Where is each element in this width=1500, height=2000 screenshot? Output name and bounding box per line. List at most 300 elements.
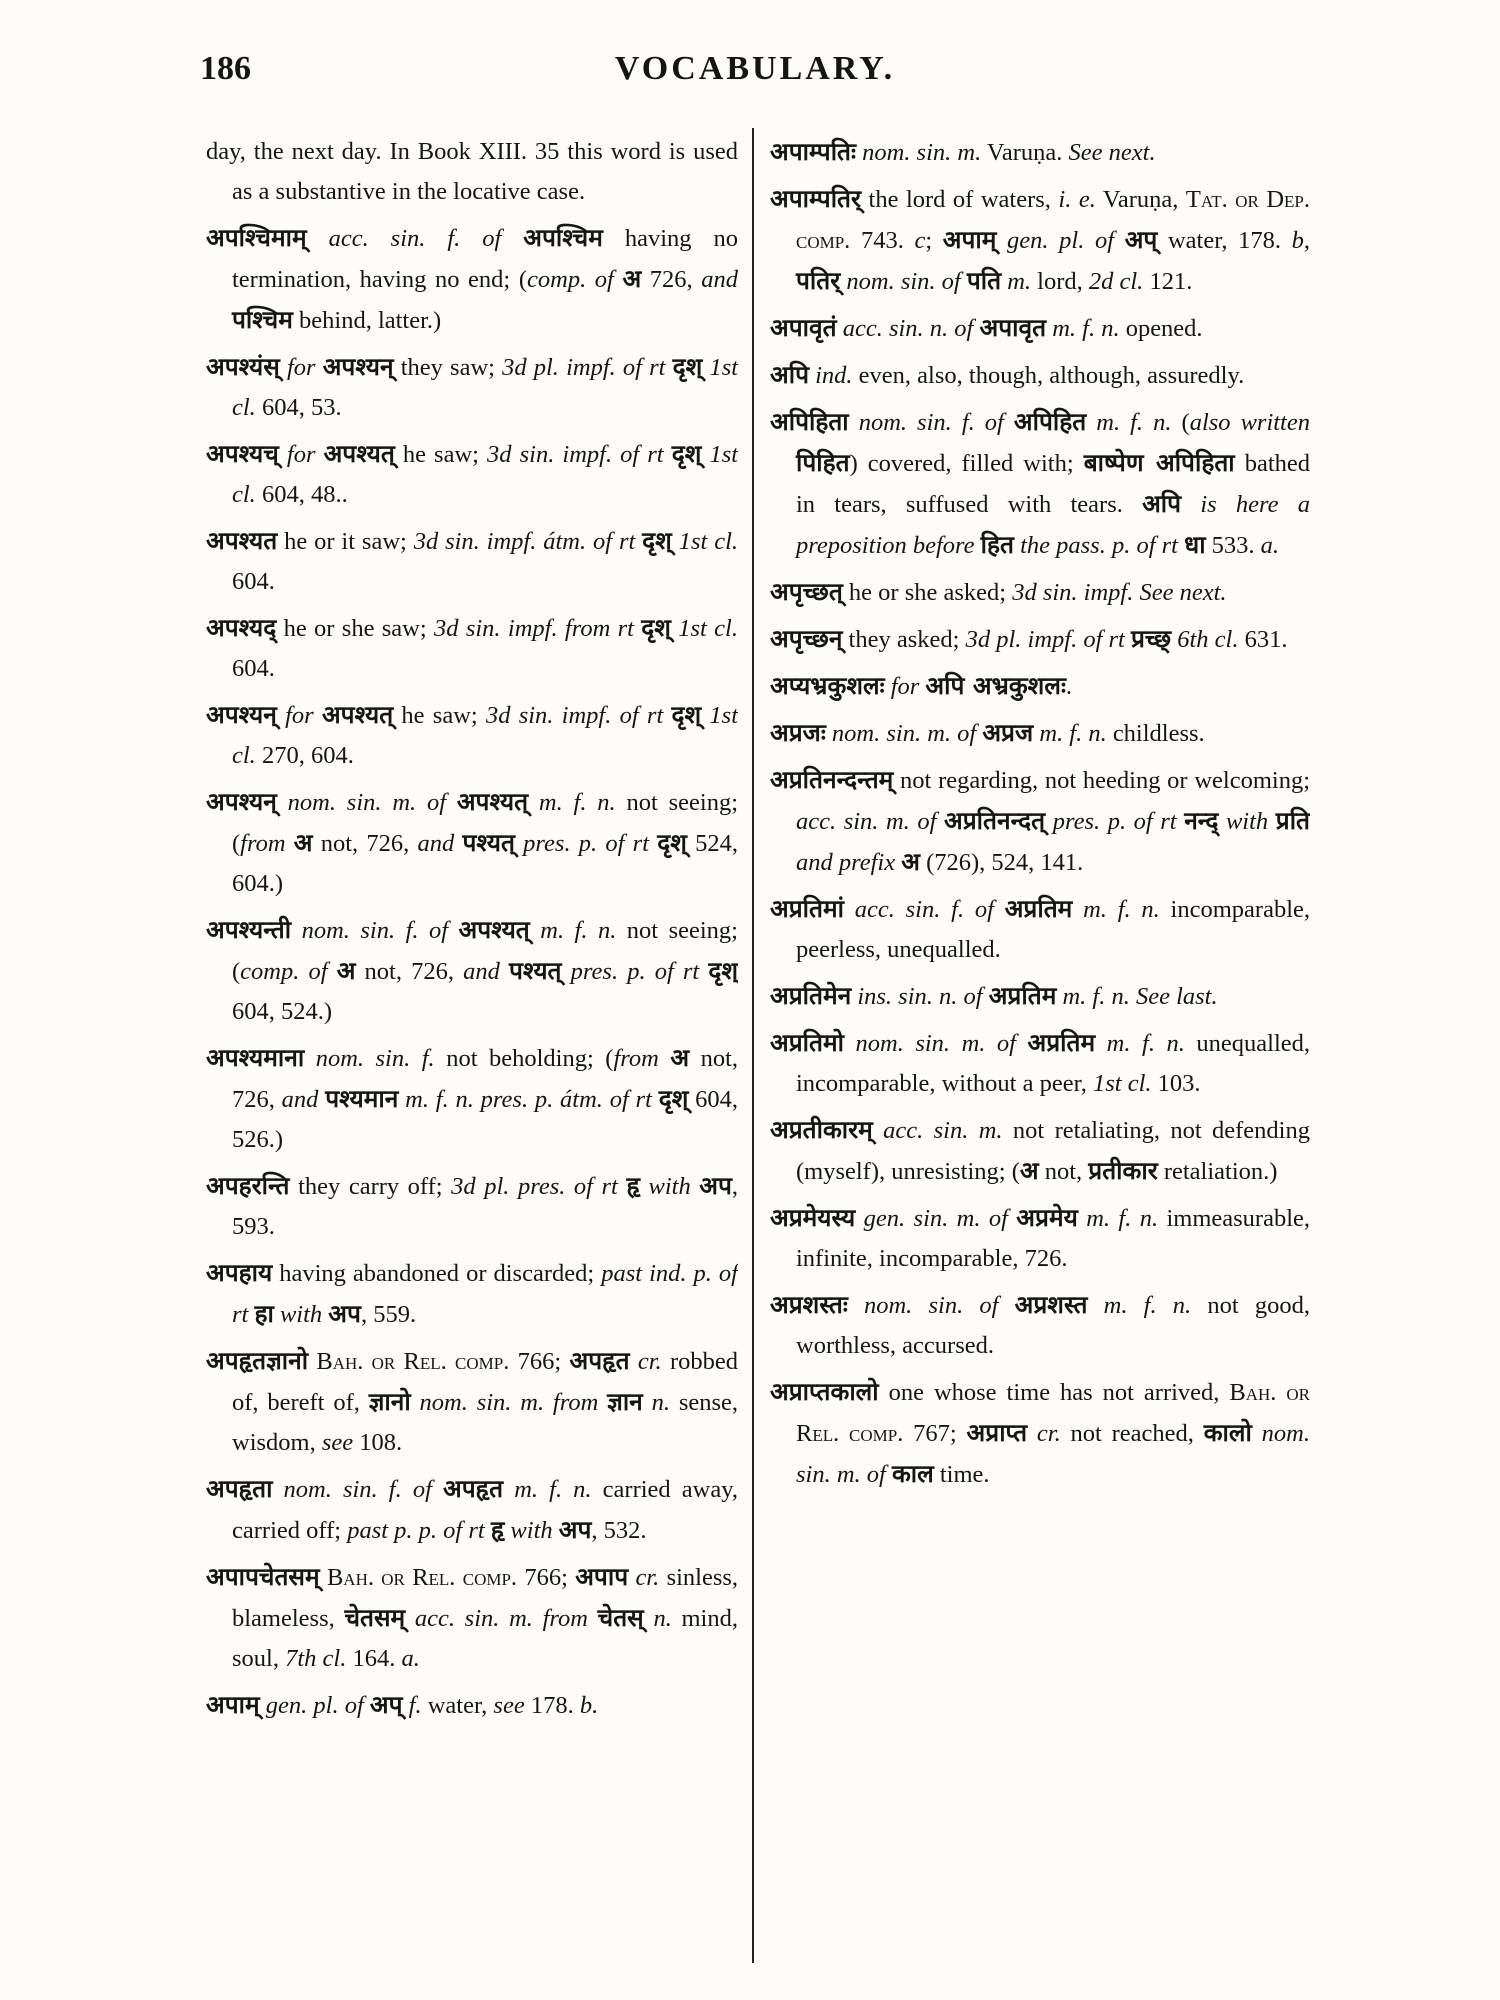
sanskrit-term: काल bbox=[891, 1459, 934, 1488]
entry-text bbox=[1027, 1420, 1037, 1447]
sanskrit-term: अप्राप्तकालो bbox=[770, 1377, 879, 1406]
sanskrit-term: पिहित bbox=[796, 448, 850, 477]
entry-text: nom. sin. of bbox=[846, 268, 961, 295]
entry-text: 3d pl. impf. of rt bbox=[965, 626, 1125, 653]
entry-text: not, 726, bbox=[232, 1045, 738, 1113]
sanskrit-term: हृ bbox=[626, 1171, 640, 1200]
sanskrit-term: अप्रशस्तः bbox=[770, 1290, 848, 1319]
entry-text: nom. sin. f. bbox=[304, 1045, 435, 1072]
entry-text: immeasurable, infinite, incomparable, 726. bbox=[796, 1205, 1310, 1272]
entry-text: incomparable, peerless, unequalled. bbox=[796, 896, 1310, 963]
entry-text: he saw; bbox=[394, 441, 488, 468]
sanskrit-term: दृश् bbox=[672, 352, 703, 381]
entry-text bbox=[1181, 491, 1200, 518]
sanskrit-term: अ bbox=[670, 1043, 690, 1072]
sanskrit-term: अपहाय bbox=[206, 1258, 273, 1287]
sanskrit-term: दृश् bbox=[657, 828, 687, 857]
sanskrit-term: अपहृता bbox=[206, 1474, 273, 1503]
entry-text: , 593. bbox=[232, 1173, 738, 1240]
dictionary-entry bbox=[770, 132, 1310, 173]
dictionary-entry bbox=[206, 1469, 738, 1551]
entry-text: opened. bbox=[1119, 315, 1203, 342]
sanskrit-term: अपहृत bbox=[443, 1474, 504, 1503]
sanskrit-term: अप्रज bbox=[982, 718, 1034, 747]
entry-text: nom. sin. m. of bbox=[796, 1420, 1310, 1488]
entry-text: 1st cl. bbox=[232, 354, 738, 421]
entry-text: one whose time has not arrived, bbox=[878, 1379, 1230, 1406]
sanskrit-term: अपाम्पतिः bbox=[770, 137, 856, 166]
entry-text bbox=[1078, 1205, 1086, 1232]
dictionary-entry bbox=[770, 1372, 1310, 1495]
sanskrit-term: अपावृत bbox=[979, 313, 1047, 342]
entry-text: nom. sin. m. from bbox=[419, 1389, 599, 1416]
entry-text: n. bbox=[653, 1605, 672, 1632]
sanskrit-term: अपाम् bbox=[942, 225, 997, 254]
entry-text: cr. bbox=[1036, 1420, 1061, 1447]
entry-text bbox=[936, 808, 944, 835]
dictionary-entry bbox=[206, 695, 738, 776]
entry-text: comp. of bbox=[240, 958, 328, 985]
sanskrit-term: अप bbox=[558, 1515, 592, 1544]
entry-text: for bbox=[279, 354, 323, 381]
entry-text: m. f. n. bbox=[1103, 1292, 1192, 1319]
entry-text: from bbox=[613, 1045, 659, 1072]
page-number: 186 bbox=[200, 50, 251, 87]
dictionary-entry bbox=[206, 608, 738, 689]
entry-text: gen. pl. of bbox=[259, 1692, 370, 1719]
entry-text: 533. bbox=[1205, 532, 1261, 559]
entry-text: for bbox=[884, 673, 926, 700]
sanskrit-term: अपश्यमाना bbox=[206, 1043, 305, 1072]
sanskrit-term: हृ bbox=[490, 1515, 505, 1544]
entry-text bbox=[1252, 1420, 1262, 1447]
entry-text: f. bbox=[408, 1692, 422, 1719]
sanskrit-term: पश्चिम bbox=[232, 305, 293, 334]
entry-text: for bbox=[276, 702, 322, 729]
entry-text bbox=[630, 1348, 638, 1375]
entry-text: Bah. or Rel. comp. bbox=[796, 1379, 1310, 1447]
sanskrit-term: ज्ञान bbox=[607, 1387, 643, 1416]
sanskrit-term: अपश्यन् bbox=[322, 352, 394, 381]
sanskrit-term: पश्यत् bbox=[509, 956, 562, 985]
entry-text: water, 178. bbox=[1157, 227, 1292, 254]
sanskrit-term: अ bbox=[622, 264, 642, 293]
entry-text bbox=[1045, 808, 1053, 835]
entry-text: childless. bbox=[1106, 720, 1205, 747]
entry-text: also written bbox=[1189, 409, 1310, 436]
entry-text bbox=[328, 958, 337, 985]
sanskrit-term: अपि bbox=[1142, 489, 1182, 518]
sanskrit-term: अ bbox=[293, 828, 313, 857]
entry-text: gen. pl. of bbox=[1007, 227, 1115, 254]
entry-text: ( bbox=[1171, 409, 1190, 436]
entry-text: not reached, bbox=[1060, 1420, 1204, 1447]
sanskrit-term: अपि bbox=[770, 360, 809, 389]
sanskrit-term: अप्रतिम bbox=[988, 981, 1057, 1010]
entry-text: with bbox=[510, 1517, 553, 1544]
dictionary-entry bbox=[206, 1341, 738, 1463]
entry-text bbox=[659, 1045, 671, 1072]
sanskrit-term: अपावृतं bbox=[770, 313, 837, 342]
entry-text: the lord of waters, bbox=[861, 186, 1059, 213]
entry-text: with bbox=[279, 1301, 323, 1328]
entry-text: 766; bbox=[517, 1564, 576, 1591]
entry-text: a. bbox=[1260, 532, 1280, 559]
sanskrit-term: अपहरन्ति bbox=[206, 1171, 290, 1200]
entry-text bbox=[528, 789, 539, 816]
entry-text: they saw; bbox=[393, 354, 503, 381]
entry-text bbox=[503, 1476, 514, 1503]
entry-text bbox=[515, 830, 523, 857]
sanskrit-term: अपश्चिमाम् bbox=[206, 223, 307, 252]
entry-text bbox=[664, 441, 672, 468]
dictionary-entry bbox=[206, 434, 738, 515]
sanskrit-term: दृश् bbox=[642, 526, 672, 555]
entry-text bbox=[1114, 227, 1125, 254]
entry-text: 743. bbox=[850, 227, 915, 254]
entry-text: 604, 48.. bbox=[255, 481, 348, 508]
entry-text: see bbox=[321, 1429, 354, 1456]
entry-text: nom. sin. m. bbox=[855, 139, 982, 166]
entry-text: behind, latter.) bbox=[292, 307, 442, 334]
sanskrit-term: अ bbox=[901, 847, 920, 876]
entry-text: 767; bbox=[903, 1420, 967, 1447]
entry-text bbox=[1087, 1292, 1103, 1319]
entry-text: even, also, though, although, assuredly. bbox=[852, 362, 1245, 389]
sanskrit-term: नन्द् bbox=[1184, 806, 1219, 835]
entry-text: m. f. n. bbox=[1096, 409, 1172, 436]
dictionary-entry bbox=[770, 308, 1310, 349]
sanskrit-term: अपश्यत् bbox=[456, 787, 529, 816]
entry-text: , 532. bbox=[591, 1517, 647, 1544]
sanskrit-term: अपश्यत् bbox=[458, 915, 530, 944]
right-column bbox=[770, 132, 1310, 1962]
sanskrit-term: अपश्यत् bbox=[321, 700, 394, 729]
entry-text: 766; bbox=[509, 1348, 570, 1375]
dictionary-entry bbox=[770, 619, 1310, 660]
entry-text bbox=[672, 528, 679, 555]
sanskrit-term: अपश्चिम bbox=[523, 223, 603, 252]
entry-text: c bbox=[914, 227, 926, 254]
entry-text: nom. sin. m. of bbox=[276, 789, 457, 816]
entry-text: not, bbox=[1038, 1158, 1089, 1185]
sanskrit-term: अपाम्पतिर् bbox=[770, 184, 862, 213]
sanskrit-term: अपृच्छत् bbox=[770, 577, 843, 606]
entry-text: nom. sin. f. of bbox=[291, 917, 459, 944]
entry-text: not regarding, not heeding or welcoming; bbox=[893, 767, 1310, 794]
entry-text: m. f. n. pres. p. átm. of rt bbox=[405, 1086, 652, 1113]
sanskrit-term: अप्रतिमेन bbox=[770, 981, 852, 1010]
entry-text: 604. bbox=[232, 568, 275, 595]
sanskrit-term: हा bbox=[254, 1299, 274, 1328]
entry-text bbox=[411, 1389, 420, 1416]
entry-text: nom. sin. f. of bbox=[848, 409, 1014, 436]
sanskrit-term: अ bbox=[336, 956, 356, 985]
entry-text: m. f. n. bbox=[540, 917, 617, 944]
entry-text: 164. bbox=[346, 1645, 402, 1672]
sanskrit-term: अपि अभ्रकुशलः bbox=[925, 671, 1066, 700]
sanskrit-term: पतिर् bbox=[796, 266, 841, 295]
sanskrit-term: अप्रतिम bbox=[1004, 894, 1073, 923]
sanskrit-term: हित bbox=[980, 530, 1014, 559]
dictionary-entry bbox=[770, 976, 1310, 1017]
entry-text bbox=[649, 830, 657, 857]
entry-text: i. e. bbox=[1058, 186, 1096, 213]
entry-text: gen. sin. m. of bbox=[855, 1205, 1017, 1232]
dictionary-entry bbox=[770, 179, 1310, 302]
entry-text: and bbox=[281, 1086, 319, 1113]
sanskrit-term: कालो bbox=[1203, 1418, 1252, 1447]
dictionary-entry bbox=[770, 402, 1310, 566]
entry-text: not, 726, bbox=[312, 830, 418, 857]
sanskrit-term: पश्यमान bbox=[325, 1084, 399, 1113]
entry-text: bathed in tears, suffused with tears. bbox=[796, 450, 1310, 518]
entry-text: 604. bbox=[232, 655, 275, 682]
entry-text: and bbox=[463, 958, 500, 985]
entry-text bbox=[500, 958, 509, 985]
entry-text bbox=[691, 1173, 700, 1200]
entry-text: 6th cl. bbox=[1177, 626, 1239, 653]
sanskrit-term: अप्रमेय bbox=[1016, 1203, 1078, 1232]
entry-text: acc. sin. f. of bbox=[306, 225, 524, 252]
entry-text: 604, 526.) bbox=[232, 1086, 738, 1153]
dictionary-entry bbox=[770, 713, 1310, 754]
sanskrit-term: अपहृतज्ञानो bbox=[206, 1346, 309, 1375]
entry-text: Varuṇa, bbox=[1095, 186, 1186, 213]
entry-text: and prefix bbox=[796, 849, 896, 876]
dictionary-entry bbox=[206, 1038, 738, 1160]
sanskrit-term: अप् bbox=[1124, 225, 1158, 254]
entry-text: mind, soul, bbox=[232, 1605, 738, 1672]
entry-text: 2d cl. bbox=[1088, 268, 1144, 295]
entry-text: not, 726, bbox=[355, 958, 464, 985]
sanskrit-term: अपश्यत bbox=[206, 526, 278, 555]
sanskrit-term: अपृच्छन् bbox=[770, 624, 843, 653]
entry-text: comp. of bbox=[527, 266, 614, 293]
entry-text: See next. bbox=[1068, 139, 1156, 166]
entry-text: m. f. n. bbox=[1106, 1030, 1185, 1057]
entry-text: 121. bbox=[1143, 268, 1193, 295]
entry-text: see bbox=[493, 1692, 525, 1719]
entry-text: 178. bbox=[524, 1692, 580, 1719]
sanskrit-term: अप्रतिनन्दत् bbox=[944, 806, 1046, 835]
dictionary-entry bbox=[206, 347, 738, 428]
entry-text: ) covered, filled with; bbox=[849, 450, 1084, 477]
entry-text: b bbox=[1291, 227, 1304, 254]
entry-text: 3d sin. impf. of rt bbox=[485, 702, 664, 729]
dictionary-entry bbox=[770, 572, 1310, 613]
sanskrit-term: अपश्यद् bbox=[206, 613, 277, 642]
entry-text: , bbox=[1303, 227, 1310, 254]
entry-text: sinless, blameless, bbox=[232, 1564, 738, 1632]
entry-text: sense, wisdom, bbox=[232, 1389, 738, 1456]
sanskrit-term: अपापचेतसम् bbox=[206, 1562, 320, 1591]
sanskrit-term: अपाम् bbox=[206, 1690, 260, 1719]
entry-text: for bbox=[278, 441, 324, 468]
sanskrit-term: धा bbox=[1184, 530, 1206, 559]
entry-text: and bbox=[701, 266, 738, 293]
entry-text: 3d sin. impf. from rt bbox=[434, 615, 634, 642]
entry-text: Bah. or Rel. comp. bbox=[316, 1348, 510, 1375]
entry-text: m. f. n. bbox=[514, 1476, 592, 1503]
entry-text: 1st cl. bbox=[232, 702, 738, 769]
dictionary-entry bbox=[206, 1685, 738, 1726]
entry-text bbox=[1095, 1030, 1107, 1057]
sanskrit-term: अपिहिता bbox=[770, 407, 849, 436]
entry-text: m. bbox=[1007, 268, 1032, 295]
sanskrit-term: दृश् bbox=[641, 613, 671, 642]
entry-text bbox=[598, 1389, 607, 1416]
entry-text: having abandoned or discarded; bbox=[272, 1260, 602, 1287]
entry-text: 3d sin. impf. See next. bbox=[1012, 579, 1227, 606]
entry-text: 3d pl. impf. of rt bbox=[502, 354, 666, 381]
entry-text: water, bbox=[421, 1692, 494, 1719]
sanskrit-term: दृश् bbox=[671, 439, 702, 468]
sanskrit-term: अप्रमेयस्य bbox=[770, 1203, 856, 1232]
dictionary-entry bbox=[770, 760, 1310, 883]
entry-text: pres. p. of rt bbox=[1052, 808, 1177, 835]
dictionary-entry bbox=[770, 1110, 1310, 1192]
dictionary-entry bbox=[770, 355, 1310, 396]
entry-text: with bbox=[1225, 808, 1269, 835]
dictionary-entry bbox=[206, 218, 738, 341]
sanskrit-term: अपश्यंस् bbox=[206, 352, 280, 381]
entry-text bbox=[665, 354, 672, 381]
entry-text: m. f. n. bbox=[538, 789, 616, 816]
sanskrit-term: बाष्पेण अपिहिता bbox=[1083, 448, 1235, 477]
sanskrit-term: अप्यभ्रकुशलः bbox=[770, 671, 885, 700]
sanskrit-term: अपिहित bbox=[1013, 407, 1087, 436]
entry-text: 7th cl. bbox=[285, 1645, 347, 1672]
entry-text: b. bbox=[579, 1692, 599, 1719]
entry-text: not beholding; ( bbox=[434, 1045, 614, 1072]
dictionary-entry bbox=[770, 889, 1310, 970]
entry-text bbox=[562, 958, 571, 985]
dictionary-entry bbox=[770, 1023, 1310, 1104]
entry-text: lord, bbox=[1031, 268, 1089, 295]
entry-text: ; bbox=[925, 227, 943, 254]
entry-text: Bah. or Rel. comp. bbox=[326, 1564, 518, 1591]
entry-text bbox=[652, 1086, 659, 1113]
entry-text bbox=[320, 1564, 327, 1591]
entry-text: m. f. n. bbox=[1039, 720, 1107, 747]
entry-text: unequalled, incomparable, without a peer, bbox=[796, 1030, 1310, 1097]
entry-text: 270, 604. bbox=[255, 742, 354, 769]
entry-text: he saw; bbox=[393, 702, 486, 729]
entry-text: Tat. or Dep. comp. bbox=[796, 186, 1310, 254]
entry-text: cr. bbox=[635, 1564, 660, 1591]
entry-text: they carry off; bbox=[289, 1173, 452, 1200]
sanskrit-term: चेतसम् bbox=[344, 1603, 406, 1632]
sanskrit-term: अपहृत bbox=[569, 1346, 630, 1375]
entry-text: m. f. n. bbox=[1086, 1205, 1159, 1232]
dictionary-entry bbox=[206, 132, 738, 212]
sanskrit-term: दृश् bbox=[658, 1084, 689, 1113]
sanskrit-term: अपश्यन्ती bbox=[206, 915, 292, 944]
dictionary-entry bbox=[206, 1557, 738, 1679]
entry-text: past ind. p. of rt bbox=[232, 1260, 738, 1328]
entry-text: acc. sin. m. bbox=[872, 1117, 1003, 1144]
entry-text bbox=[644, 1605, 654, 1632]
entry-text bbox=[588, 1605, 598, 1632]
left-column bbox=[206, 132, 738, 1962]
entry-text: he or it saw; bbox=[277, 528, 414, 555]
entry-text: . bbox=[1065, 673, 1073, 700]
sanskrit-term: अप् bbox=[369, 1690, 403, 1719]
entry-text: 1st cl. bbox=[1093, 1070, 1152, 1097]
entry-text: acc. sin. n. of bbox=[836, 315, 980, 342]
entry-text: 726, bbox=[641, 266, 702, 293]
entry-text: carried away, carried off; bbox=[232, 1476, 738, 1544]
dictionary-entry bbox=[206, 782, 738, 904]
entry-text: he or she saw; bbox=[276, 615, 435, 642]
sanskrit-term: प्रच्छ् bbox=[1130, 624, 1172, 653]
entry-text: acc. sin. m. of bbox=[796, 808, 937, 835]
entry-text: 604, 524.) bbox=[232, 998, 333, 1025]
sanskrit-term: दृश् bbox=[708, 956, 738, 985]
sanskrit-term: पति bbox=[966, 266, 1002, 295]
entry-text: retaliation.) bbox=[1157, 1158, 1278, 1185]
entry-text: cr. bbox=[637, 1348, 662, 1375]
sanskrit-term: ज्ञानो bbox=[368, 1387, 411, 1416]
entry-text bbox=[1072, 896, 1083, 923]
column-divider bbox=[752, 128, 754, 1963]
entry-text bbox=[663, 702, 671, 729]
sanskrit-term: अपश्यच् bbox=[206, 439, 279, 468]
entry-text: ins. sin. n. of bbox=[851, 983, 989, 1010]
entry-text: having no termination, having no end; ( bbox=[232, 225, 738, 293]
entry-text: not retaliating, not defending (myself), unresisting; ( bbox=[796, 1117, 1310, 1185]
sanskrit-term: पश्यत् bbox=[462, 828, 515, 857]
entry-text: nom. sin. of bbox=[847, 1292, 1015, 1319]
sanskrit-term: प्रति bbox=[1275, 806, 1310, 835]
entry-text: from bbox=[240, 830, 286, 857]
sanskrit-term: अपश्यत् bbox=[323, 439, 395, 468]
dictionary-entry bbox=[770, 666, 1310, 707]
entry-text: and bbox=[417, 830, 455, 857]
sanskrit-term: अप्रतिम bbox=[1027, 1028, 1096, 1057]
sanskrit-term: अप्रतिमां bbox=[770, 894, 844, 923]
entry-text: pres. p. of rt bbox=[570, 958, 700, 985]
entry-text: time. bbox=[933, 1461, 990, 1488]
entry-text bbox=[643, 1389, 652, 1416]
entry-text: not good, worthless, accursed. bbox=[796, 1292, 1310, 1359]
entry-text: they asked; bbox=[842, 626, 966, 653]
entry-text: 108. bbox=[353, 1429, 403, 1456]
entry-text: 524, 604.) bbox=[232, 830, 738, 897]
page-header bbox=[200, 50, 1310, 110]
entry-text: 103. bbox=[1151, 1070, 1201, 1097]
sanskrit-term: दृश् bbox=[671, 700, 702, 729]
entry-text: m. f. n. See last. bbox=[1062, 983, 1218, 1010]
entry-text: with bbox=[648, 1173, 691, 1200]
sanskrit-term: अ bbox=[1019, 1156, 1039, 1185]
dictionary-entry bbox=[206, 1253, 738, 1335]
entry-text: past p. p. of rt bbox=[347, 1517, 485, 1544]
entry-text bbox=[530, 917, 540, 944]
sanskrit-term: अप्रजः bbox=[770, 718, 826, 747]
entry-text: acc. sin. f. of bbox=[843, 896, 1005, 923]
entry-text: m. f. n. bbox=[1052, 315, 1120, 342]
entry-text: the pass. p. of rt bbox=[1020, 532, 1178, 559]
sanskrit-term: अप्रतिनन्दन्तम् bbox=[770, 765, 894, 794]
entry-text bbox=[286, 830, 294, 857]
entry-text: nom. sin. m. of bbox=[825, 720, 983, 747]
entry-text: not seeing; ( bbox=[232, 789, 738, 857]
entry-text: ind. bbox=[808, 362, 853, 389]
entry-text: a. bbox=[401, 1645, 420, 1672]
entry-text: not seeing; ( bbox=[232, 917, 738, 985]
